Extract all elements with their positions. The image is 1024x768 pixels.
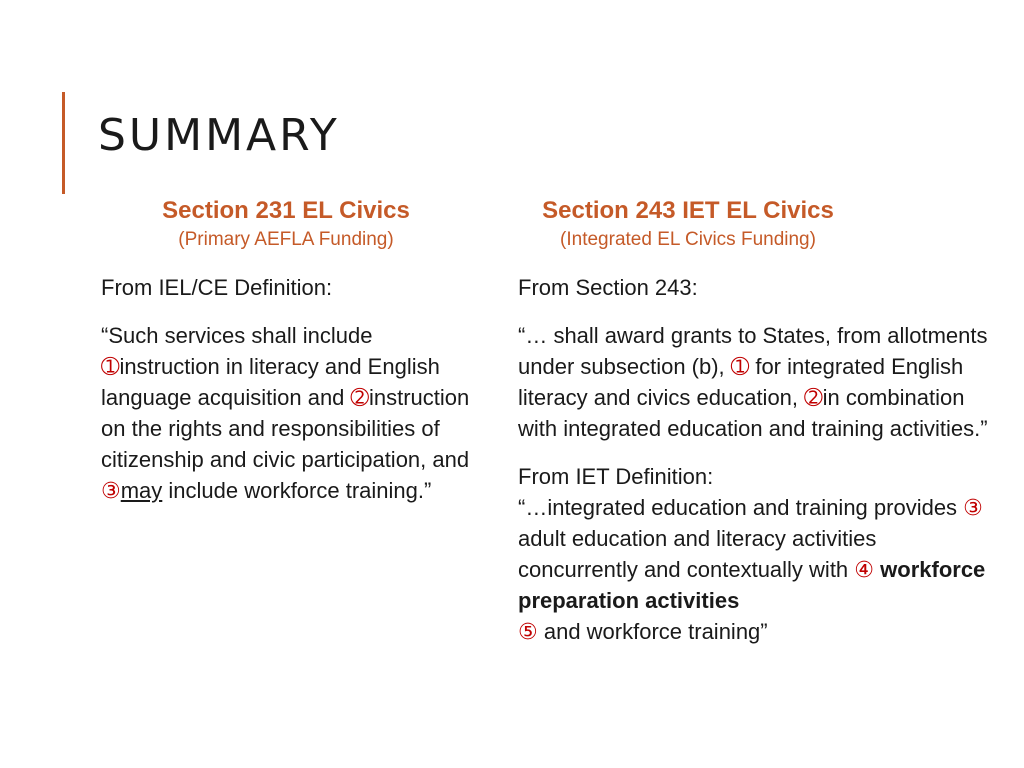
left-column bbox=[101, 196, 491, 523]
left-quote-text-2: instruction in literacy and English language acquisition and bbox=[101, 354, 440, 410]
right-iet-text-2: adult education and literacy activities concurrently and contextually with bbox=[518, 526, 877, 582]
title-accent-bar bbox=[62, 92, 65, 194]
number-4-marker: ④ bbox=[854, 557, 875, 582]
number-1-marker: ➀ bbox=[730, 354, 750, 379]
left-header-title: Section 231 EL Civics bbox=[162, 197, 410, 224]
number-5-marker: ⑤ bbox=[518, 619, 538, 644]
number-3-marker: ③ bbox=[101, 478, 121, 503]
right-quote-text-1: “… shall award grants to States, from allotments under subsection (b), bbox=[518, 323, 988, 379]
left-quote-text-4: include workforce training.” bbox=[162, 478, 432, 503]
right-header-title: Section 243 IET EL Civics bbox=[542, 197, 834, 224]
right-iet-lead: From IET Definition: bbox=[518, 464, 714, 489]
number-2-marker: ➁ bbox=[804, 385, 823, 410]
right-iet-bold-text: workforce preparation activities bbox=[518, 557, 986, 613]
left-column-header bbox=[101, 196, 471, 254]
left-quote-text-1: “Such services shall include bbox=[101, 323, 373, 348]
left-quote bbox=[101, 320, 491, 506]
right-column-header bbox=[488, 196, 888, 254]
number-1-marker: ➀ bbox=[101, 354, 120, 379]
left-lead-text: From IEL/CE Definition: bbox=[101, 275, 333, 300]
right-quote bbox=[518, 320, 988, 444]
right-iet-block bbox=[518, 461, 988, 647]
number-2-marker: ➁ bbox=[350, 385, 369, 410]
number-3-marker: ③ bbox=[963, 495, 983, 520]
left-header-subtitle: (Primary AEFLA Funding) bbox=[178, 229, 394, 250]
left-quote-text-3: instruction on the rights and responsibilities of citizenship and civic participation, and bbox=[101, 385, 470, 472]
left-quote-may: may bbox=[120, 478, 163, 503]
right-iet-text-3: and workforce training” bbox=[537, 619, 768, 644]
right-header-subtitle: (Integrated EL Civics Funding) bbox=[560, 229, 816, 250]
right-quote-text-3: in combination with integrated education and training activities.” bbox=[518, 385, 988, 441]
slide-title: SUMMARY bbox=[98, 110, 340, 161]
right-iet-text-1: “…integrated education and training provides bbox=[518, 495, 964, 520]
right-column bbox=[518, 196, 988, 647]
right-lead-text: From Section 243: bbox=[518, 275, 698, 300]
right-quote-text-2: for integrated English literacy and civics education, bbox=[518, 354, 964, 410]
